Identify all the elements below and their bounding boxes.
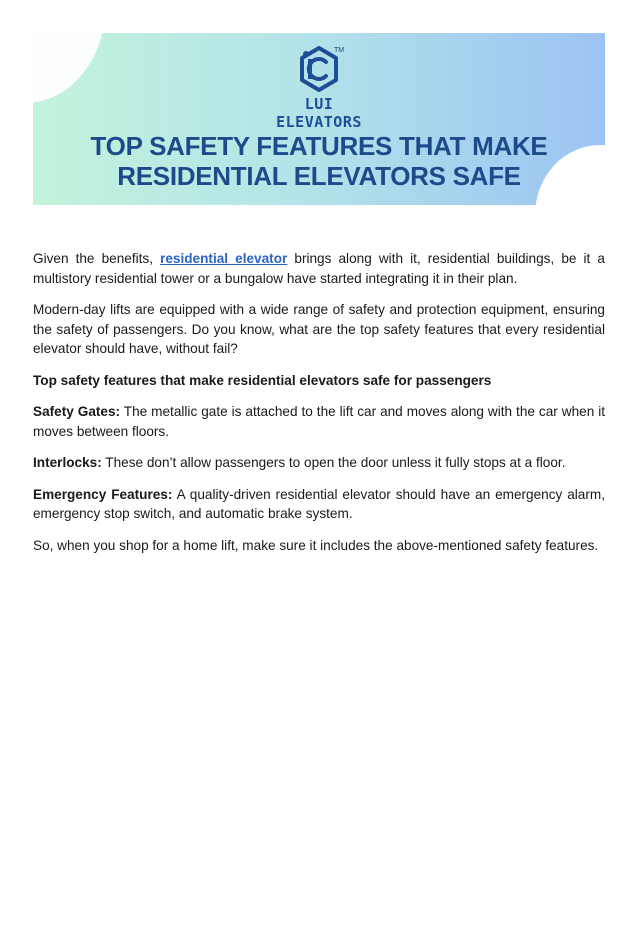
decorative-blob-top-left — [33, 33, 105, 103]
intro-text-start: Given the benefits, — [33, 251, 161, 266]
page-title-line-1: TOP SAFETY FEATURES THAT MAKE — [90, 131, 548, 161]
feature-safety-gates — [33, 402, 605, 441]
feature-label: Safety Gates: — [33, 404, 121, 419]
page-title-line-2: RESIDENTIAL ELEVATORS SAFE — [117, 161, 521, 191]
feature-interlocks — [33, 453, 605, 473]
feature-label: Interlocks: — [33, 455, 102, 470]
trademark-mark: TM — [334, 47, 345, 54]
article-body — [33, 249, 605, 567]
feature-description: The metallic gate is attached to the lift car and moves along with the car when it moves between floors. — [33, 404, 606, 439]
brand-name: LUI ELEVATORS — [276, 95, 362, 131]
safety-paragraph: Modern-day lifts are equipped with a wide range of safety and protection equipment, ensuring the safety of passengers. Do you know, what are the top safety features that every residential elevator should have, without fail? — [33, 302, 605, 356]
closing-paragraph: So, when you shop for a home lift, make sure it includes the above-mentioned safety features. — [33, 537, 599, 553]
residential-elevator-link[interactable]: residential elevator — [160, 251, 288, 266]
features-subheading-text: Top safety features that make residential elevators safe for passengers — [33, 372, 492, 388]
feature-description: A quality-driven residential elevator should have an emergency alarm, emergency stop switch, and automatic brake system. — [33, 486, 605, 521]
feature-description: These don’t allow passengers to open the door unless it fully stops at a floor. — [101, 455, 566, 470]
feature-emergency — [33, 485, 605, 524]
page-title — [33, 131, 605, 191]
feature-label: Emergency Features: — [33, 486, 173, 502]
intro-paragraph — [33, 249, 605, 288]
brand-logo — [264, 45, 374, 131]
intro-text-end: brings along with it, residential buildings, be it a multistory residential tower or a bungalow have started integrating it in their plan. — [33, 251, 605, 286]
header-banner — [33, 33, 605, 205]
features-subheading — [33, 371, 605, 391]
